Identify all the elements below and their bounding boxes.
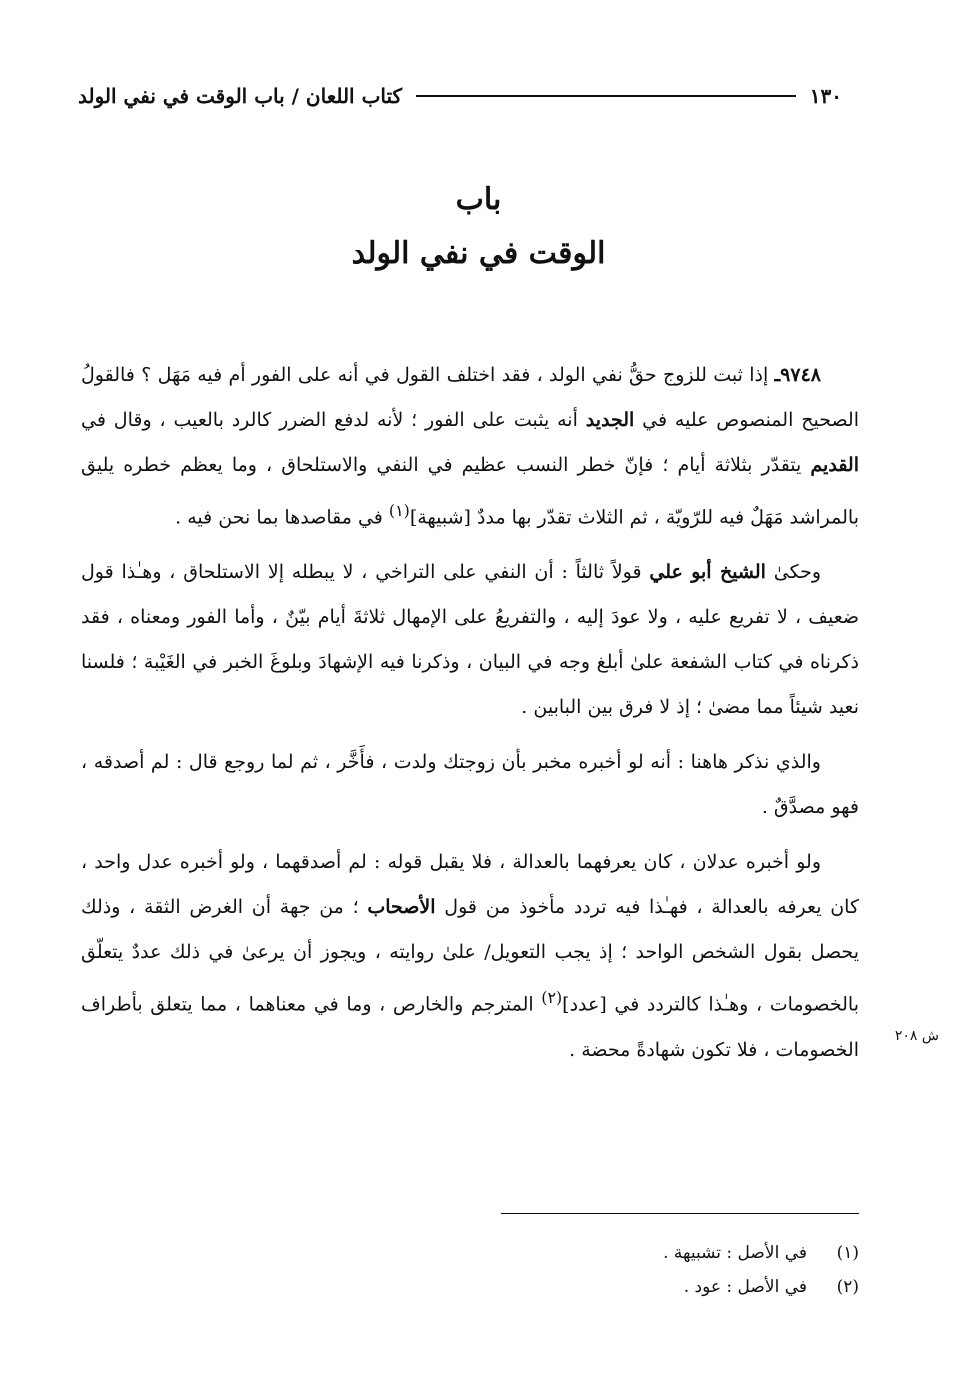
chapter-title: الوقت في نفي الولد (351, 236, 606, 271)
text-run: يتقدّر بثلاثة أيام ؛ فإنّ خطر النسب عظيم في النفي والاستلحاق ، وما يعظم خطره يليق بالمراشد مَهَلٌ فيه للرّويّة ، ثم الثلاث تقدّر بها مددٌ [شبيهة] (81, 454, 859, 529)
paragraph-4 (81, 840, 859, 1072)
text-run: المترجم والخارص ، وما في معناهما ، مما يتعلق بأطراف الخصومات ، فلا تكون شهادةً محضة . (81, 993, 859, 1061)
text-run: ولو أخبره عدلان ، كان يعرفهما بالعدالة ، فلا يقبل قوله : لم أصدقهما ، ولو أخبره عدل واحد ، كان يعرفه بالعدالة ، فهـٰذا فيه تردد مأخوذ من قول (81, 851, 860, 919)
paragraph-2 (81, 550, 859, 730)
paragraph-9748 (81, 353, 859, 540)
chapter-label: باب (455, 182, 502, 217)
footnote (359, 1236, 859, 1270)
footnotes (359, 1236, 859, 1304)
footnote-number: (٢) (836, 1277, 859, 1297)
header-rule (416, 95, 796, 97)
running-title: كتاب اللعان / باب الوقت في نفي الولد (78, 84, 403, 108)
text-run: إذا ثبت للزوج حقُّ نفي الولد ، فقد اختلف القول في أنه على الفور أم فيه مَهَل ؟ فالقولُ الصحيح المنصوص عليه في (81, 364, 860, 431)
footnote-text: في الأصل : تشبيهة . (663, 1243, 807, 1263)
bold-term: القديم (810, 454, 859, 476)
footnote-ref-2: (٢) (541, 988, 563, 1008)
footnote (359, 1270, 859, 1304)
text-run: في مقاصدها بما نحن فيه . (175, 506, 389, 529)
paragraph-3: والذي نذكر هاهنا : أنه لو أخبره مخبر بأن زوجتك ولدت ، فأَخَّر ، ثم لما روجع قال : لم أصدقه ، فهو مصدَّقٌ . (81, 751, 859, 819)
footnote-ref-1: (١) (388, 501, 410, 520)
text-run: قولاً ثالثاً : أن النفي على التراخي ، لا يبطله إلا الاستلحاق ، وهـٰذا قول ضعيف ، لا تفريع عليه ، ولا عودَ إليه ، والتفريعُ على الإمهال ثلاثةَ أيام بيّنٌ ، وأما الفور ومعناه ، فقد ذكرناه في كتاب الشفعة علىٰ أبلغ وجه في البيان ، وذكرنا فيه الإشهادَ وبلوغَ الخبر في الغَيْبة ؛ فلسنا نعيد شيئاً مما مضىٰ ؛ إذ لا فرق بين البابين . (81, 561, 859, 719)
text-run: أنه يثبت على الفور ؛ لأنه لدفع الضرر كالرد بالعيب ، وقال في (81, 409, 586, 431)
main-text (81, 353, 859, 1083)
margin-note: ش ٢٠٨ (894, 1028, 939, 1044)
bold-term: الأصحاب (367, 896, 436, 919)
page-number: ١٣٠ (809, 84, 842, 108)
bold-term: الجديد (585, 409, 635, 431)
footnote-text: في الأصل : عود . (683, 1277, 807, 1297)
bold-term: الشيخ أبو علي (649, 561, 766, 584)
paragraph-number: ٩٧٤٨ـ (774, 364, 821, 386)
footnote-number: (١) (836, 1243, 859, 1263)
footnote-rule (501, 1213, 859, 1214)
text-run: وحكىٰ (765, 561, 822, 584)
running-header (78, 78, 842, 114)
text-run: ؛ من جهة أن الغرض الثقة ، وذلك يحصل بقول الشخص الواحد ؛ إذ يجب التعويل/ علىٰ روايته ، ويجوز أن يرعىٰ في ذلك عددٌ يتعلّق بالخصومات ، وهـٰذا كالتردد في [عدد] (81, 896, 859, 1016)
